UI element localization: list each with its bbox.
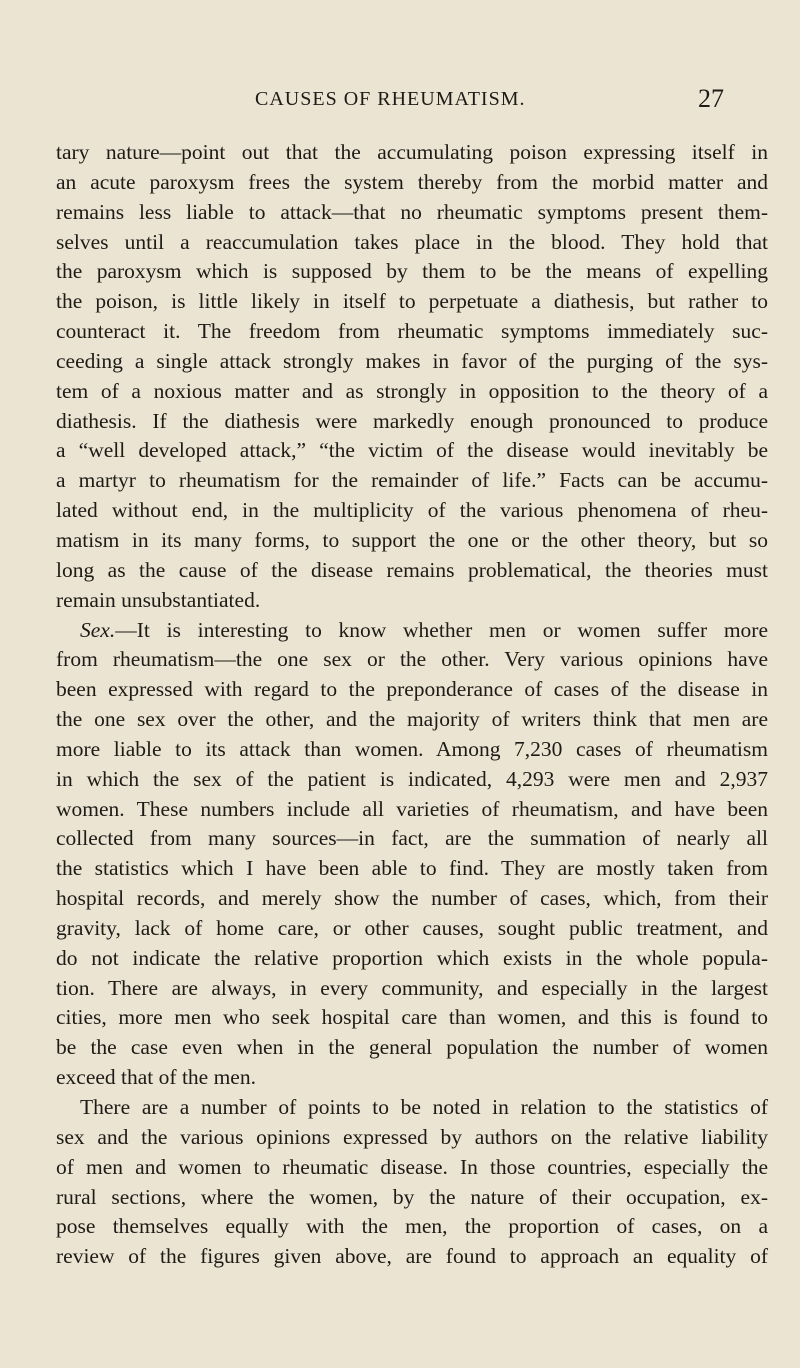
paragraph-sex [56, 616, 768, 1094]
text-line: hospital records, and merely show the number of cases, which, from their [56, 886, 768, 911]
text-line [56, 616, 768, 646]
text-line-rest: —It is interesting to know whether men or women suffer more [115, 617, 768, 642]
text-line: gravity, lack of home care, or other causes, sought public treatment, and [56, 915, 768, 940]
text-line: sex and the various opinions expressed by authors on the relative liability [56, 1124, 768, 1149]
text-line: from rheumatism—the one sex or the other. Very various opinions have [56, 647, 768, 672]
text-line: selves until a reaccumulation takes place in the blood. They hold that [56, 229, 768, 254]
text-line: There are a number of points to be noted in relation to the statistics of [80, 1095, 768, 1119]
text-line: long as the cause of the disease remains problematical, the theories must [56, 557, 768, 582]
text-line: more liable to its attack than women. Among 7,230 cases of rheumatism [56, 736, 768, 761]
paragraph-statistics [56, 1093, 768, 1272]
text-line: remains less liable to attack—that no rheumatic symptoms present them- [56, 199, 768, 224]
text-line: a martyr to rheumatism for the remainder of life.” Facts can be accumu- [56, 468, 768, 493]
text-line: do not indicate the relative proportion which exists in the whole popula- [56, 945, 768, 970]
text-line: in which the sex of the patient is indicated, 4,293 were men and 2,937 [56, 766, 768, 791]
section-heading-sex: Sex. [80, 617, 116, 642]
text-line: exceed that of the men. [56, 1065, 256, 1090]
text-line: collected from many sources—in fact, are the summation of nearly all [56, 826, 768, 851]
text-line: the poison, is little likely in itself to perpetuate a diathesis, but rather to [56, 289, 768, 314]
text-line: diathesis. If the diathesis were markedly enough pronounced to produce [56, 408, 768, 433]
text-line: cities, more men who seek hospital care than women, and this is found to [56, 1005, 768, 1030]
text-line: of men and women to rheumatic disease. In those countries, especially the [56, 1154, 768, 1179]
text-line: counteract it. The freedom from rheumatic symptoms immediately suc- [56, 319, 768, 344]
text-line: tem of a noxious matter and as strongly in opposition to the theory of a [56, 378, 768, 403]
text-line: rural sections, where the women, by the nature of their occupation, ex- [56, 1184, 768, 1209]
text-line: lated without end, in the multiplicity of the various phenomena of rheu- [56, 498, 768, 523]
running-title: CAUSES OF RHEUMATISM. [255, 88, 526, 110]
text-line: review of the figures given above, are found to approach an equality of [56, 1244, 768, 1269]
text-line: matism in its many forms, to support the one or the other theory, but so [56, 527, 768, 552]
running-header [0, 84, 800, 114]
text-line: been expressed with regard to the preponderance of cases of the disease in [56, 677, 768, 702]
page-number: 27 [698, 84, 724, 113]
text-line: the one sex over the other, and the majority of writers think that men are [56, 707, 768, 732]
text-line: remain unsubstantiated. [56, 587, 261, 612]
text-line: ceeding a single attack strongly makes in favor of the purging of the sys- [56, 348, 768, 373]
text-line: tary nature—point out that the accumulating poison expressing itself in [56, 140, 768, 164]
text-line: women. These numbers include all varieties of rheumatism, and have been [56, 796, 768, 821]
text-line: an acute paroxysm frees the system thereby from the morbid matter and [56, 169, 768, 194]
text-line: be the case even when in the general population the number of women [56, 1035, 768, 1060]
text-line: the statistics which I have been able to find. They are mostly taken from [56, 856, 768, 881]
body-text [56, 138, 768, 1272]
text-line: tion. There are always, in every community, and especially in the largest [56, 975, 768, 1000]
paragraph-continued [56, 138, 768, 616]
text-line: the paroxysm which is supposed by them to be the means of expelling [56, 259, 768, 284]
text-line: a “well developed attack,” “the victim of the disease would inevitably be [56, 438, 768, 463]
text-line: pose themselves equally with the men, the proportion of cases, on a [56, 1214, 768, 1239]
